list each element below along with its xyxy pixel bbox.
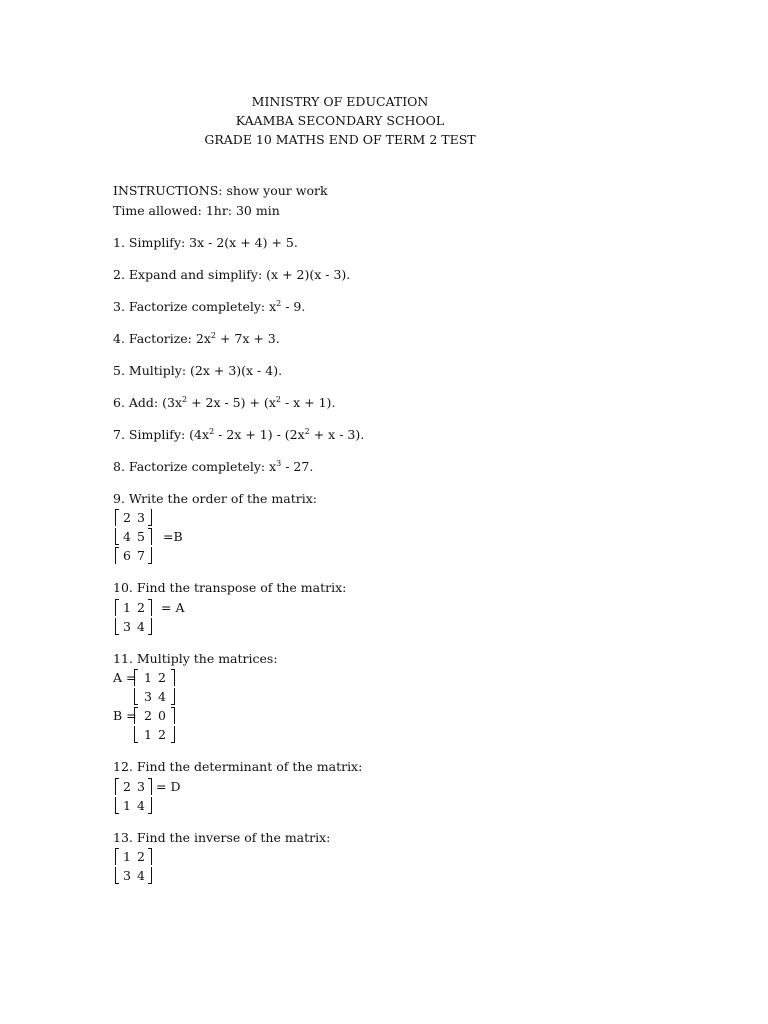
matrix-cell: 1 <box>123 849 131 864</box>
matrix-cell: 3 <box>123 868 131 883</box>
matrix-b <box>113 508 233 565</box>
question-6-text-c: - x + 1). <box>280 395 336 410</box>
question-7-exponent-2: 2 <box>304 426 310 436</box>
matrix-row <box>113 508 145 527</box>
matrix-row <box>113 687 166 706</box>
matrix-cell: 2 <box>144 708 152 723</box>
matrix-row <box>113 617 145 636</box>
matrix-cell: 4 <box>137 619 145 634</box>
question-3-exponent: 2 <box>276 298 282 308</box>
question-7-text-a: 7. Simplify: (4x <box>113 427 210 442</box>
matrix-label: =B <box>163 529 183 544</box>
question-5: 5. Multiply: (2x + 3)(x - 4). <box>113 363 283 378</box>
matrix-cell: 3 <box>137 510 145 525</box>
question-8-text: 8. Factorize completely: x <box>113 459 277 474</box>
matrix-label: = D <box>156 779 181 794</box>
matrix-row <box>113 725 166 744</box>
instructions-line: INSTRUCTIONS: show your work <box>113 183 328 198</box>
question-7-text-c: + x - 3). <box>309 427 365 442</box>
question-8-text-end: - 27. <box>281 459 314 474</box>
matrix-cell: 2 <box>137 600 145 615</box>
question-2: 2. Expand and simplify: (x + 2)(x - 3). <box>113 267 351 282</box>
question-9: 9. Write the order of the matrix: <box>113 491 317 506</box>
matrix-row <box>113 847 145 866</box>
question-4 <box>113 329 280 348</box>
matrix-cell: 4 <box>123 529 131 544</box>
matrix-d <box>113 777 233 815</box>
matrix-cell: 3 <box>123 619 131 634</box>
question-7-text-b: - 2x + 1) - (2x <box>214 427 305 442</box>
matrix-cell: 1 <box>123 798 131 813</box>
matrix-cell: 2 <box>158 670 166 685</box>
document-header <box>0 92 680 149</box>
matrix-cell: 2 <box>123 779 131 794</box>
question-4-exponent: 2 <box>210 330 216 340</box>
question-3 <box>113 297 305 316</box>
matrix-cell: 2 <box>158 727 166 742</box>
matrix-cell: 1 <box>123 600 131 615</box>
matrix-cell: 6 <box>123 548 131 563</box>
matrix-row <box>113 777 181 796</box>
matrix-cell: 1 <box>144 670 152 685</box>
question-11: 11. Multiply the matrices: <box>113 651 278 666</box>
matrix-cell: 4 <box>137 868 145 883</box>
matrix-row <box>113 546 145 565</box>
matrix-cell: 3 <box>144 689 152 704</box>
test-title: GRADE 10 MATHS END OF TERM 2 TEST <box>204 132 476 147</box>
matrix-row <box>113 527 183 546</box>
matrix-multiply-b <box>113 706 233 744</box>
matrix-cell: 3 <box>137 779 145 794</box>
matrix-row <box>113 866 145 885</box>
matrix-inverse <box>113 847 233 885</box>
matrix-cell: 2 <box>123 510 131 525</box>
time-allowed-line: Time allowed: 1hr: 30 min <box>113 203 280 218</box>
question-6-exponent-1: 2 <box>182 394 188 404</box>
matrix-row <box>113 706 166 725</box>
matrix-row <box>113 796 145 815</box>
matrix-cell: 2 <box>137 849 145 864</box>
question-3-text-end: - 9. <box>281 299 306 314</box>
question-6-exponent-2: 2 <box>275 394 281 404</box>
matrix-label: B = <box>113 708 137 723</box>
matrix-cell: 0 <box>158 708 166 723</box>
question-7 <box>113 425 364 444</box>
question-1: 1. Simplify: 3x - 2(x + 4) + 5. <box>113 235 298 250</box>
question-6-text-b: + 2x - 5) + (x <box>187 395 276 410</box>
question-3-text: 3. Factorize completely: x <box>113 299 277 314</box>
question-4-text-end: + 7x + 3. <box>215 331 280 346</box>
matrix-cell: 1 <box>144 727 152 742</box>
matrix-label: = A <box>161 600 185 615</box>
school-title: KAAMBA SECONDARY SCHOOL <box>235 113 445 128</box>
matrix-row <box>113 668 166 687</box>
question-4-text: 4. Factorize: 2x <box>113 331 211 346</box>
ministry-title: MINISTRY OF EDUCATION <box>251 94 429 109</box>
matrix-cell: 5 <box>137 529 145 544</box>
question-7-exponent-1: 2 <box>209 426 215 436</box>
question-8-exponent: 3 <box>276 458 282 468</box>
matrix-multiply-a <box>113 668 233 706</box>
matrix-cell: 4 <box>137 798 145 813</box>
question-12: 12. Find the determinant of the matrix: <box>113 759 363 774</box>
matrix-row <box>113 598 185 617</box>
question-6 <box>113 393 335 412</box>
question-13: 13. Find the inverse of the matrix: <box>113 830 331 845</box>
matrix-a <box>113 598 233 636</box>
question-8 <box>113 457 313 476</box>
matrix-label: A = <box>113 670 137 685</box>
question-6-text-a: 6. Add: (3x <box>113 395 182 410</box>
question-10: 10. Find the transpose of the matrix: <box>113 580 347 595</box>
matrix-cell: 7 <box>137 548 145 563</box>
matrix-cell: 4 <box>158 689 166 704</box>
